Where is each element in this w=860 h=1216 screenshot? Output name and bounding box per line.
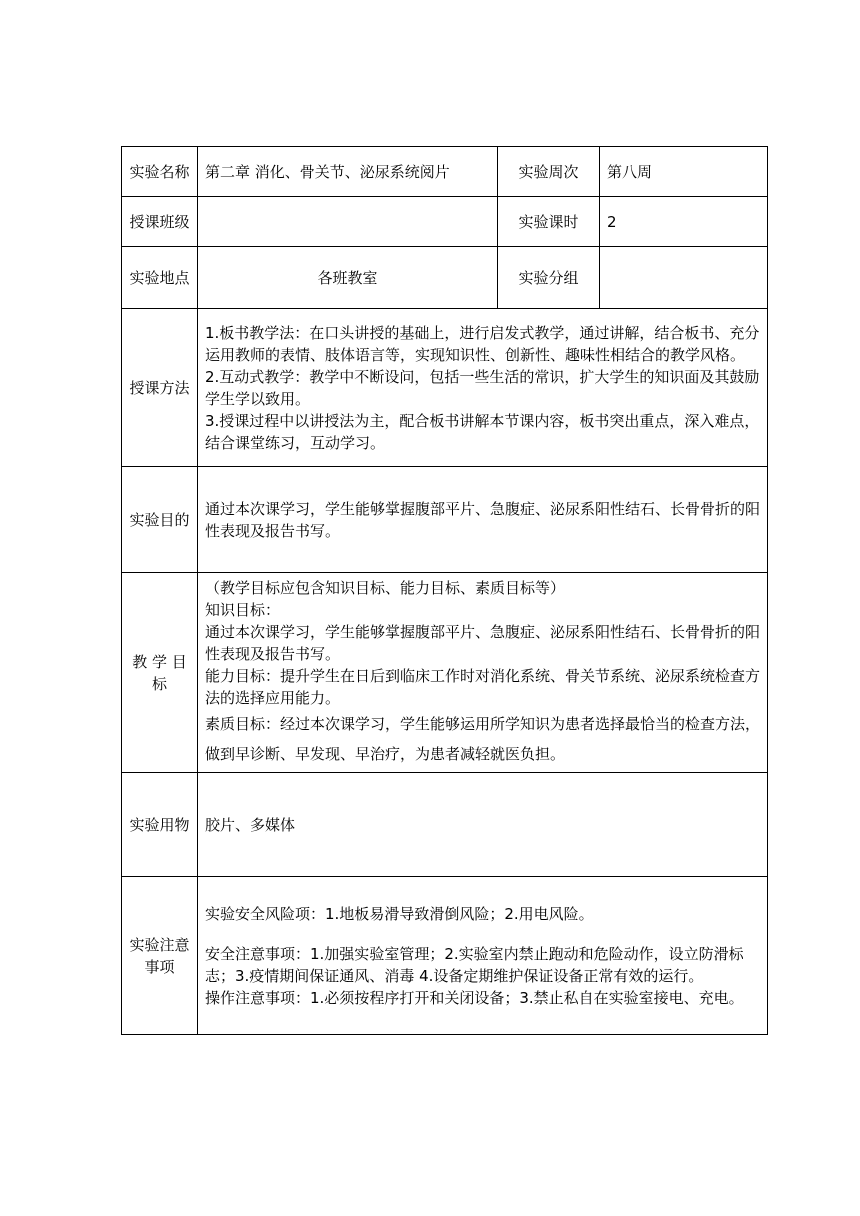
teaching-method-label: 授课方法 (122, 309, 198, 467)
experiment-info-table (121, 146, 768, 1035)
place-value: 各班教室 (198, 247, 498, 309)
experiment-week-value: 第八周 (600, 147, 768, 197)
row-class (122, 197, 768, 247)
materials-value: 胶片、多媒体 (198, 773, 768, 877)
safety-notes: 安全注意事项：1.加强实验室管理；2.实验室内禁止跑动和危险动作，设立防滑标志；3.疫情期间保证通风、消毒 4.设备定期维护保证设备正常有效的运行。 (205, 944, 744, 985)
experiment-week-label: 实验周次 (498, 147, 600, 197)
teaching-method-content (198, 309, 768, 467)
paragraph-gap (205, 925, 760, 943)
method-paragraph-2: 2.互动式教学：教学中不断设问，包括一些生活的常识，扩大学生的知识面及其鼓励学生学以致用。 (205, 367, 760, 408)
safety-risk: 实验安全风险项：1.地板易滑导致滑倒风险；2.用电风险。 (205, 904, 594, 923)
group-value (600, 247, 768, 309)
safety-content (198, 877, 768, 1035)
class-value (198, 197, 498, 247)
operation-notes: 操作注意事项：1.必须按程序打开和关闭设备；3.禁止私自在实验室接电、充电。 (205, 988, 744, 1007)
hours-label: 实验课时 (498, 197, 600, 247)
hours-value: 2 (600, 197, 768, 247)
experiment-name-label: 实验名称 (122, 147, 198, 197)
method-paragraph-3: 3.授课过程中以讲授法为主，配合板书讲解本节课内容，板书突出重点，深入难点，结合课堂练习，互动学习。 (205, 411, 760, 452)
class-label: 授课班级 (122, 197, 198, 247)
quality-goal: 素质目标：经过本次课学习，学生能够运用所学知识为患者选择最恰当的检查方法，做到早诊断、早发现、早治疗，为患者减轻就医负担。 (205, 714, 761, 763)
method-paragraph-1: 1.板书教学法：在口头讲授的基础上，进行启发式教学，通过讲解，结合板书、充分运用教师的表情、肢体语言等，实现知识性、创新性、趣味性相结合的教学风格。 (205, 323, 760, 364)
goals-note: （教学目标应包含知识目标、能力目标、素质目标等） (205, 578, 566, 597)
row-experiment-name (122, 147, 768, 197)
knowledge-goal-text: 通过本次课学习，学生能够掌握腹部平片、急腹症、泌尿系阳性结石、长骨骨折的阳性表现及报告书写。 (205, 622, 761, 663)
row-teaching-method (122, 309, 768, 467)
purpose-value: 通过本次课学习，学生能够掌握腹部平片、急腹症、泌尿系阳性结石、长骨骨折的阳性表现及报告书写。 (198, 467, 768, 573)
safety-label: 实验注意事项 (122, 877, 198, 1035)
teaching-goals-content (198, 573, 768, 773)
materials-label: 实验用物 (122, 773, 198, 877)
purpose-label: 实验目的 (122, 467, 198, 573)
place-label: 实验地点 (122, 247, 198, 309)
row-purpose (122, 467, 768, 573)
row-place (122, 247, 768, 309)
row-safety (122, 877, 768, 1035)
ability-goal: 能力目标：提升学生在日后到临床工作时对消化系统、骨关节系统、泌尿系统检查方法的选择应用能力。 (205, 666, 761, 707)
knowledge-goal-title: 知识目标： (205, 600, 281, 619)
row-materials (122, 773, 768, 877)
experiment-name-value: 第二章 消化、骨关节、泌尿系统阅片 (198, 147, 498, 197)
row-teaching-goals (122, 573, 768, 773)
teaching-goals-label: 教 学 目 标 (122, 573, 198, 773)
group-label: 实验分组 (498, 247, 600, 309)
